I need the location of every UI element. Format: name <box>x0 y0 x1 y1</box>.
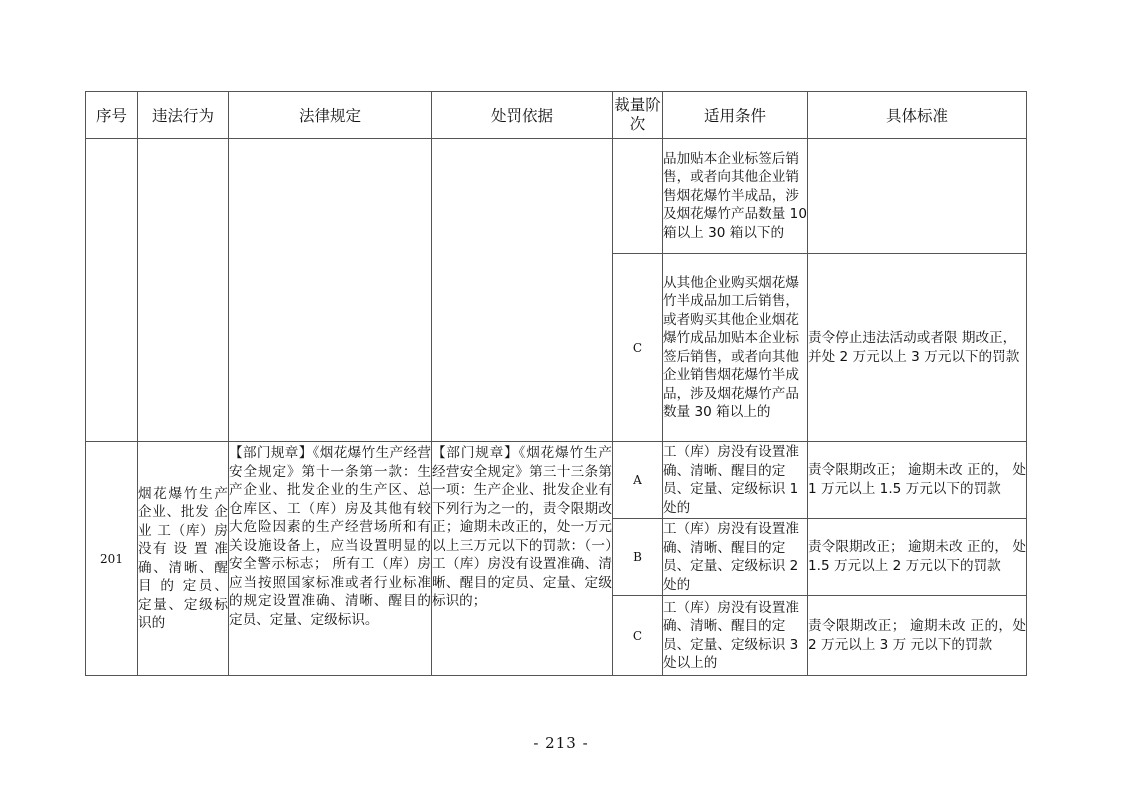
item-violation-cell: 烟花爆竹生产企业、批发 企 业 工（库）房没有 设 置 准确、清晰、醒 目 的 定员、定量、定级标识的 <box>138 442 229 676</box>
standard-cell: 责令限期改正； 逾期未改 正的， 处 1.5 万元以上 2 万元以下的罚款 <box>808 519 1027 596</box>
condition-cell: 工（库）房没有设置准确、清晰、醒目的定员、定量、定级标识 2 处的 <box>663 519 808 596</box>
continued-basis-cell <box>432 139 613 442</box>
penalty-table <box>85 91 1027 676</box>
standard-cell: 责令限期改正； 逾期未改 正的， 处 1 万元以上 1.5 万元以下的罚款 <box>808 442 1027 519</box>
header-seq: 序号 <box>86 92 138 139</box>
header-standard: 具体标准 <box>808 92 1027 139</box>
condition-cell: 从其他企业购买烟花爆竹半成品加工后销售，或者购买其他企业烟花爆竹成品加贴本企业标签后销售，或者向其他企业销售烟花爆竹半成品，涉及烟花爆竹产品数量 30 箱以上的 <box>663 254 808 442</box>
condition-cell: 工（库）房没有设置准确、清晰、醒目的定员、定量、定级标识 3 处以上的 <box>663 596 808 676</box>
continued-violation-cell <box>138 139 229 442</box>
stage-cell: C <box>613 596 663 676</box>
item-penalty-basis-cell: 【部门规章】《烟花爆竹生产经营安全规定》第三十三条第一项：生产企业、批发企业有下列行为之一的，责令限期改正；逾期未改正的，处一万元以上三万元以下的罚款：（一）工（库）房没有设置准确、清晰、醒目的定员、定量、定级标识的； <box>432 442 613 676</box>
header-row <box>86 92 1027 139</box>
condition-cell: 工（库）房没有设置准确、清晰、醒目的定员、定量、定级标识 1 处的 <box>663 442 808 519</box>
continued-law-cell <box>229 139 432 442</box>
standard-cell <box>808 139 1027 254</box>
table-row <box>86 442 1027 519</box>
standard-cell: 责令停止违法活动或者限 期改正，并处 2 万元以上 3 万元以下的罚款 <box>808 254 1027 442</box>
stage-cell <box>613 139 663 254</box>
page-number: - 213 - <box>533 734 589 752</box>
continued-seq-cell <box>86 139 138 442</box>
header-law: 法律规定 <box>229 92 432 139</box>
header-stage: 裁量阶次 <box>613 92 663 139</box>
header-penalty-basis: 处罚依据 <box>432 92 613 139</box>
condition-cell: 品加贴本企业标签后销售，或者向其他企业销售烟花爆竹半成品，涉及烟花爆竹产品数量 10 箱以上 30 箱以下的 <box>663 139 808 254</box>
stage-cell: C <box>613 254 663 442</box>
header-condition: 适用条件 <box>663 92 808 139</box>
item-seq-cell: 201 <box>86 442 138 676</box>
stage-cell: A <box>613 442 663 519</box>
stage-cell: B <box>613 519 663 596</box>
header-violation: 违法行为 <box>138 92 229 139</box>
standard-cell: 责令限期改正； 逾期未改 正的，处 2 万元以上 3 万 元以下的罚款 <box>808 596 1027 676</box>
table-row <box>86 139 1027 254</box>
item-law-cell: 【部门规章】《烟花爆竹生产经营安全规定》第十一条第一款：生产企业、批发企业的生产区、总仓库区、工（库）房及其他有较大危险因素的生产经营场所和有关设施设备上，应当设置明显的安全警示标志； 所有工（库）房应当按照国家标准或者行业标准的规定设置准确、清晰、醒目的定员、定量、定级标识。 <box>229 442 432 676</box>
